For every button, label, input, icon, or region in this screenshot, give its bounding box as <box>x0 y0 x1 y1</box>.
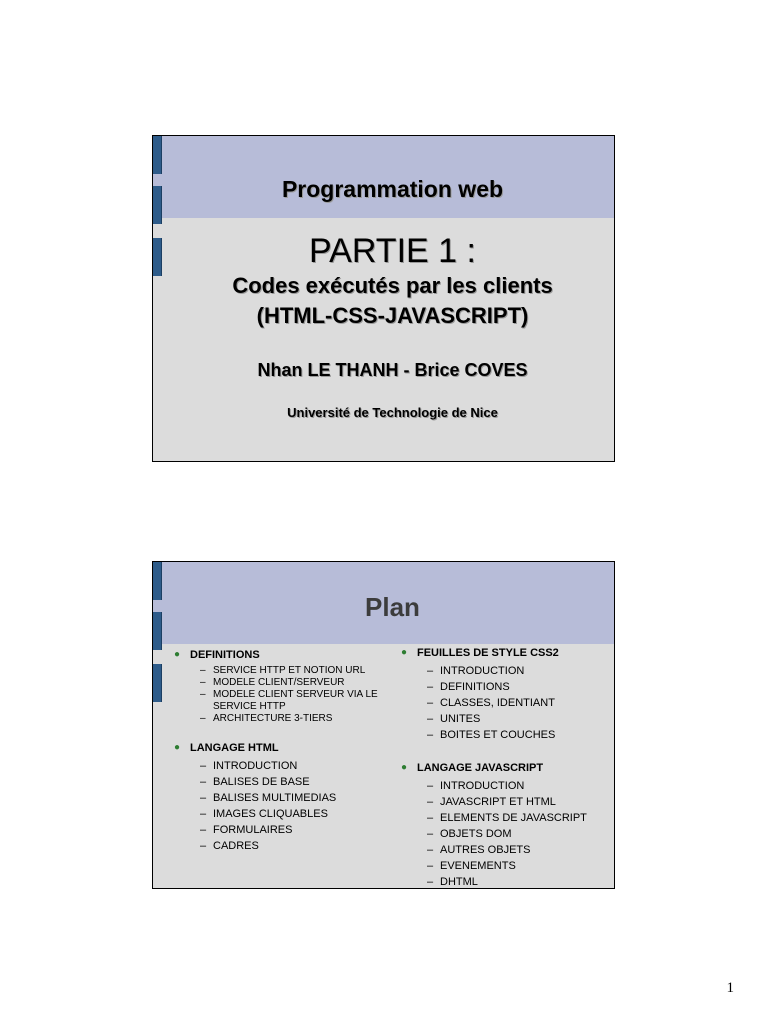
list-item: – MODELE CLIENT SERVEUR VIA LE SERVICE HTTP <box>200 689 391 713</box>
list-item: – BALISES MULTIMEDIAS <box>200 790 391 806</box>
authors: Nhan LE THANH - Brice COVES <box>257 360 528 380</box>
list-item: – SERVICE HTTP ET NOTION URL <box>200 665 391 677</box>
slide-tab <box>153 612 162 650</box>
plan-title: Plan <box>365 592 420 622</box>
slide-tab <box>153 186 162 224</box>
section-title: LANGAGE JAVASCRIPT <box>417 762 544 774</box>
list-item: – INTRODUCTION <box>427 778 613 794</box>
bullet-icon: ● <box>401 762 408 773</box>
slide-title: Programmation web <box>281 176 504 202</box>
section-items <box>417 778 613 889</box>
list-item: – ARCHITECTURE 3-TIERS <box>200 713 391 725</box>
plan-section <box>171 740 391 854</box>
list-item: – DHTML <box>427 874 613 889</box>
plan-section <box>398 760 613 889</box>
slide-tab <box>153 238 162 276</box>
list-item: – UNITES <box>427 711 613 727</box>
list-item: – CLASSES, IDENTIANT <box>427 695 613 711</box>
slide-tab <box>153 562 162 600</box>
list-item: – ELEMENTS DE JAVASCRIPT <box>427 810 613 826</box>
plan-left-column <box>171 644 391 854</box>
slide-left-strip <box>153 562 171 888</box>
slide-tab <box>153 664 162 702</box>
slide-tab <box>153 136 162 174</box>
section-items <box>190 758 391 854</box>
list-item: – MODELE CLIENT/SERVEUR <box>200 677 391 689</box>
list-item: – FORMULAIRES <box>200 822 391 838</box>
list-item: – BOITES ET COUCHES <box>427 727 613 743</box>
slide-1 <box>152 135 615 462</box>
plan-section <box>171 647 391 725</box>
list-item: – OBJETS DOM <box>427 826 613 842</box>
bullet-icon: ● <box>174 742 181 753</box>
section-title: LANGAGE HTML <box>190 742 279 754</box>
page-number: 1 <box>726 980 734 996</box>
section-items <box>190 665 391 725</box>
list-item: – JAVASCRIPT ET HTML <box>427 794 613 810</box>
bullet-icon: ● <box>174 649 181 660</box>
list-item: – IMAGES CLIQUABLES <box>200 806 391 822</box>
university: Université de Technologie de Nice <box>287 405 498 420</box>
section-title: FEUILLES DE STYLE CSS2 <box>417 647 559 659</box>
subtitle-line-2: (HTML-CSS-JAVASCRIPT) <box>256 303 529 328</box>
plan-right-column <box>398 642 613 889</box>
list-item: – BALISES DE BASE <box>200 774 391 790</box>
plan-section <box>398 645 613 743</box>
section-title: DEFINITIONS <box>190 649 260 661</box>
list-item: – AUTRES OBJETS <box>427 842 613 858</box>
bullet-icon: ● <box>401 647 408 658</box>
list-item: – CADRES <box>200 838 391 854</box>
list-item: – DEFINITIONS <box>427 679 613 695</box>
list-item: – EVENEMENTS <box>427 858 613 874</box>
slide-2 <box>152 561 615 889</box>
section-items <box>417 663 613 743</box>
subtitle-line-1: Codes exécutés par les clients <box>232 273 553 298</box>
list-item: – INTRODUCTION <box>427 663 613 679</box>
slide-left-strip <box>153 136 171 461</box>
partie-heading: PARTIE 1 : <box>309 232 476 270</box>
list-item: – INTRODUCTION <box>200 758 391 774</box>
